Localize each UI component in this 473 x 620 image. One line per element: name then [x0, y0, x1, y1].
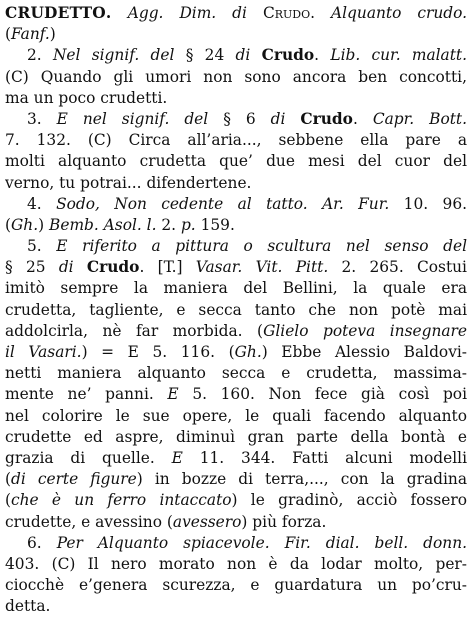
italic-text: p.: [180, 215, 196, 234]
text-line: [5, 533, 467, 554]
italic-text: di certe figure: [11, 470, 137, 489]
italic-text: di: [270, 109, 301, 128]
text-segment: ): [49, 25, 56, 44]
text-segment: nel colorire le sue opere, le quali facendo alquanto: [5, 406, 467, 425]
text-line: [5, 236, 467, 257]
text-segment: .: [352, 109, 373, 128]
text-segment: 5.: [27, 237, 57, 256]
italic-text: Per Alquanto spiacevole. Fir. dial. bell. donn.: [56, 533, 467, 552]
italic-text: E riferito a pittura o scultura nel senso del: [56, 237, 467, 256]
text-segment: verno, tu potrai... difendertene.: [5, 173, 252, 192]
bold-text: Crudo: [86, 258, 140, 277]
italic-text: di: [235, 46, 262, 65]
text-segment: (: [5, 491, 12, 510]
italic-text: Capr. Bott.: [372, 109, 467, 128]
text-line: [5, 427, 467, 448]
text-line: [5, 24, 467, 45]
text-segment: addolcirla, nè far morbida. (: [5, 321, 264, 340]
italic-text: Vasar. Vit. Pitt.: [195, 258, 329, 277]
bold-text: .: [105, 4, 128, 22]
text-line: [5, 215, 467, 236]
text-line: [5, 490, 467, 511]
text-line: [5, 173, 467, 194]
text-segment: 10. 96.: [389, 194, 467, 213]
italic-text: Sodo, Non cedente al tatto. Ar. Fur.: [56, 194, 390, 213]
text-segment: ma un poco crudetti.: [5, 88, 168, 107]
italic-text: Bemb. Asol. l.: [49, 215, 157, 234]
text-segment: netti maniera alquanto secca e crudetta, massima-: [5, 364, 467, 383]
text-segment: ) Ebbe Alessio Baldovi-: [261, 343, 467, 361]
bold-text: Crudo: [300, 109, 353, 128]
text-segment: 3.: [27, 109, 57, 128]
text-line: [5, 88, 467, 109]
text-segment: 159.: [195, 215, 235, 234]
text-segment: ) più forza.: [241, 512, 327, 531]
text-segment: (C) Quando gli umori non sono ancora ben concotti,: [5, 67, 467, 86]
text-line: [5, 469, 467, 490]
text-segment: detta.: [5, 597, 51, 616]
italic-text: avessero: [172, 512, 242, 531]
italic-text: E nel signif. del: [56, 109, 224, 128]
text-segment: (: [5, 470, 12, 489]
text-segment: § 6: [223, 109, 271, 128]
text-segment: 11. 344. Fatti alcuni modelli: [182, 448, 467, 467]
italic-text: E: [171, 448, 183, 467]
italic-text: il Vasari.: [5, 343, 82, 361]
text-line: [5, 512, 467, 533]
text-line: [5, 384, 467, 405]
text-line: [5, 3, 467, 24]
text-line: [5, 130, 467, 151]
text-segment: molti alquanto crudetta que’ due mesi del cuor del: [5, 152, 467, 171]
text-segment: 2.: [156, 215, 181, 234]
dictionary-entry-crudetto: [5, 3, 467, 617]
text-line: [5, 554, 467, 575]
text-line: [5, 151, 467, 172]
headword: CRUDETTO: [5, 4, 106, 22]
text-segment: grazia di quelle.: [5, 448, 172, 467]
text-line: [5, 109, 467, 130]
text-line: [5, 363, 467, 384]
italic-text: Nel signif. del: [52, 46, 186, 65]
italic-text: Alquanto crudo.: [331, 4, 467, 22]
text-segment: crudette, e avessino (: [5, 512, 173, 531]
italic-text: Glielo poteva insegnare: [263, 321, 467, 340]
text-segment: ) in bozze di terra,..., con la gradina: [136, 470, 467, 489]
italic-text: Lib. cur. malatt.: [330, 46, 467, 65]
text-line: [5, 257, 467, 278]
text-segment: 4.: [27, 194, 57, 213]
italic-text: Gh.: [234, 343, 262, 361]
italic-text: che è un ferro intaccato: [11, 491, 232, 510]
text-line: [5, 448, 467, 469]
text-segment: ) le gradinò, acciò fossero: [231, 491, 467, 510]
text-line: [5, 45, 467, 66]
text-segment: § 24: [185, 46, 236, 65]
text-segment: ciocchè e’genera scurezza, e guardatura un po’cru-: [5, 576, 467, 595]
bold-text: Crudo: [261, 46, 315, 65]
text-line: [5, 278, 467, 299]
text-segment: 2. 265. Costui: [328, 258, 467, 277]
small-caps-text: Crudo: [262, 4, 311, 22]
text-line: [5, 67, 467, 88]
text-segment: ): [38, 215, 50, 234]
text-line: [5, 575, 467, 596]
text-line: [5, 300, 467, 321]
text-segment: .: [314, 46, 331, 65]
text-segment: mente ne’ panni.: [5, 385, 168, 404]
text-line: [5, 596, 467, 617]
text-segment: ) = E 5. 116. (: [81, 343, 235, 361]
text-segment: (: [5, 215, 12, 234]
italic-text: di: [58, 258, 87, 277]
text-segment: crudette ed aspre, diminuì gran parte della bontà e: [5, 427, 467, 446]
text-segment: 6.: [27, 533, 57, 552]
text-segment: imitò sempre la maniera del Bellini, la quale era: [5, 279, 467, 298]
italic-text: Gh.: [11, 215, 39, 234]
italic-text: E: [167, 385, 179, 404]
italic-text: Agg. Dim. di: [127, 4, 263, 22]
text-segment: crudetta, tagliente, e secca tanto che non potè mai: [5, 300, 467, 319]
text-line: [5, 321, 467, 342]
italic-text: Fanf.: [11, 25, 50, 44]
text-segment: 2.: [27, 46, 53, 65]
text-segment: § 25: [5, 258, 59, 277]
text-segment: 5. 160. Non fece già così poi: [178, 385, 467, 404]
text-segment: .: [310, 4, 332, 22]
text-segment: . [T.]: [139, 258, 196, 277]
text-segment: 403. (C) Il nero morato non è da lodar molto, per-: [5, 554, 467, 573]
text-segment: 7. 132. (C) Circa all’aria..., sebbene ella pare a: [5, 131, 467, 150]
text-line: [5, 406, 467, 427]
text-line: [5, 194, 467, 215]
text-segment: (: [5, 25, 12, 44]
text-line: [5, 342, 467, 363]
